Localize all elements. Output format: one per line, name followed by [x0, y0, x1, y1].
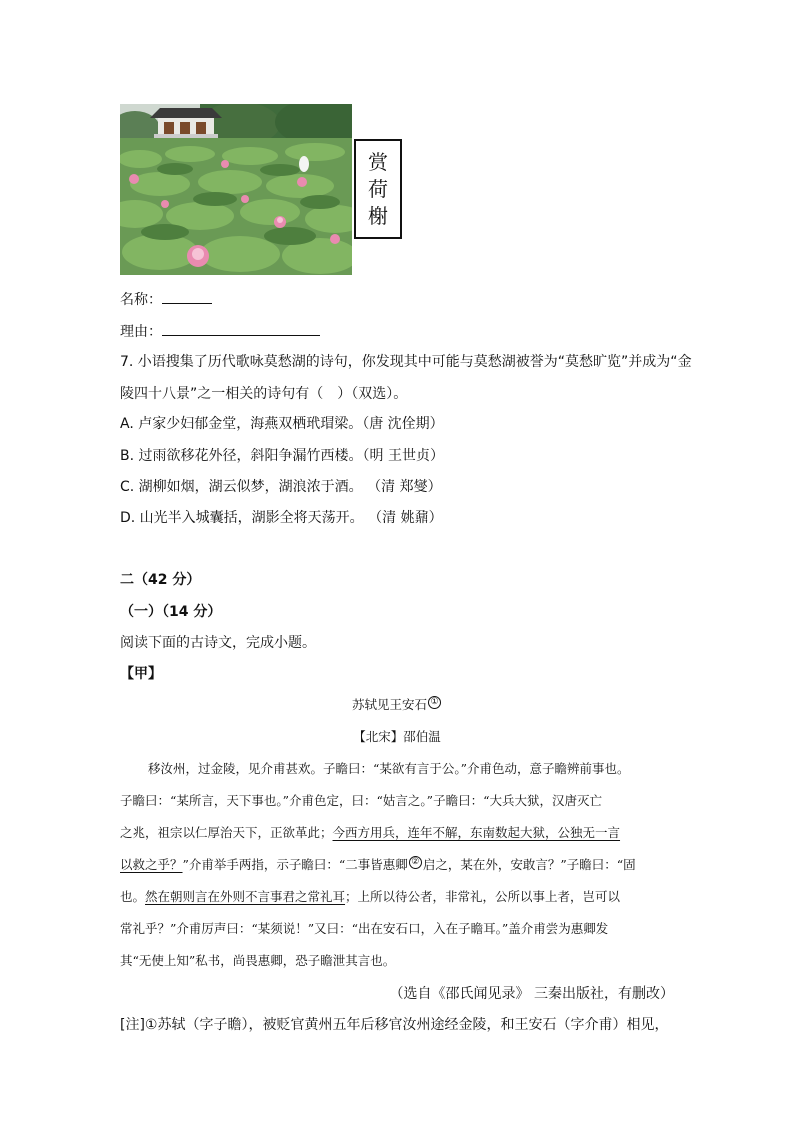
q7-stem-line1: 7. 小语搜集了历代歌咏莫愁湖的诗句，你发现其中可能与莫愁湖被誉为“莫愁旷览”并成为“金: [120, 354, 692, 370]
q7-option-d: D. 山光半入城囊括，湖影全将天荡开。 （清 姚鼐）: [120, 510, 443, 526]
reason-row: [120, 321, 320, 342]
note-1: [注]①苏轼（字子瞻），被贬官黄州五年后移官汝州途经金陵，和王安石（字介甫）相见，: [120, 1017, 669, 1033]
section2-instruction: 阅读下面的古诗文，完成小题。: [120, 635, 316, 651]
pavilion-name-box: [354, 139, 402, 239]
passage-line-4: [120, 856, 636, 874]
passage-line-3: [120, 824, 620, 842]
passage-line-5-text: 也。: [120, 889, 146, 904]
reason-blank[interactable]: [162, 321, 320, 336]
section2-subheader: （一）（14 分）: [120, 604, 222, 620]
passage-line-5: [120, 888, 620, 906]
name-label: 名称：: [120, 292, 162, 308]
passage-line-1: 移汝州，过金陵，见介甫甚欢。子瞻曰：“某欲有言于公。”介甫色动，意子瞻辨前事也。: [148, 761, 630, 776]
q7-option-a: A. 卢家少妇郁金堂，海燕双栖玳瑁梁。（唐 沈佺期）: [120, 416, 444, 432]
passage-line-3-text: 之兆，祖宗以仁厚治天下，正欲革此；: [120, 825, 333, 840]
passage-line-4-text: ”介甫举手两指，示子瞻曰：“二事皆惠卿: [182, 857, 408, 873]
q7-option-b: B. 过雨欲移花外径，斜阳争漏竹西楼。（明 王世贞）: [120, 448, 444, 464]
name-blank[interactable]: [162, 289, 212, 304]
passage-title-text: 苏轼见王安石: [351, 697, 427, 713]
passage-author: 【北宋】邵伯温: [353, 729, 441, 744]
passage-line-7: 其“无使上知”私书，尚畏惠卿，恐子瞻泄其言也。: [120, 953, 396, 968]
passage-line-3-underlined: 今西方用兵，连年不解，东南数起大狱，公独无一言: [332, 825, 621, 840]
passage-title-note: ①: [428, 696, 441, 709]
q7-stem-line2: 陵四十八景”之一相关的诗句有（ ）（双选）。: [120, 386, 408, 402]
passage-line-6: 常礼乎？”介甫厉声曰：“某须说！”又曰：“出在安石口，入在子瞻耳。”盖介甫尝为惠卿发: [120, 921, 609, 936]
passage-line-2: 子瞻曰：“某所言，天下事也。”介甫色定，曰：“姑言之。”子瞻曰：“大兵大狱，汉唐灭亡: [120, 793, 602, 808]
passage-line-4-text-b: 启之，某在外，安敢言？”子瞻曰：“固: [422, 857, 636, 873]
vertical-title-char-2: 荷: [368, 176, 388, 201]
q7-option-c: C. 湖柳如烟，湖云似梦，湖浪浓于酒。 （清 郑燮）: [120, 479, 442, 495]
vertical-title-char-3: 榭: [368, 203, 388, 228]
name-row: [120, 289, 212, 310]
passage-source: （选自《邵氏闻见录》 三秦出版社，有删改）: [389, 986, 674, 1002]
passage-note-2: ②: [409, 856, 422, 869]
reason-label: 理由：: [120, 324, 162, 340]
vertical-title-char-1: 赏: [368, 149, 388, 174]
passage-title: [120, 696, 674, 714]
passage-line-5-text-b: ；上所以待公者，非常礼，公所以事上者，岂可以: [345, 889, 621, 904]
lotus-pond-photo: [120, 104, 352, 275]
passage-line-4-underlined: 以救之乎？: [120, 857, 183, 873]
jia-label: 【甲】: [120, 666, 162, 682]
section2-header: 二（42 分）: [120, 572, 201, 588]
passage-line-5-underlined: 然在朝则言在外则不言事君之常礼耳: [145, 889, 346, 904]
